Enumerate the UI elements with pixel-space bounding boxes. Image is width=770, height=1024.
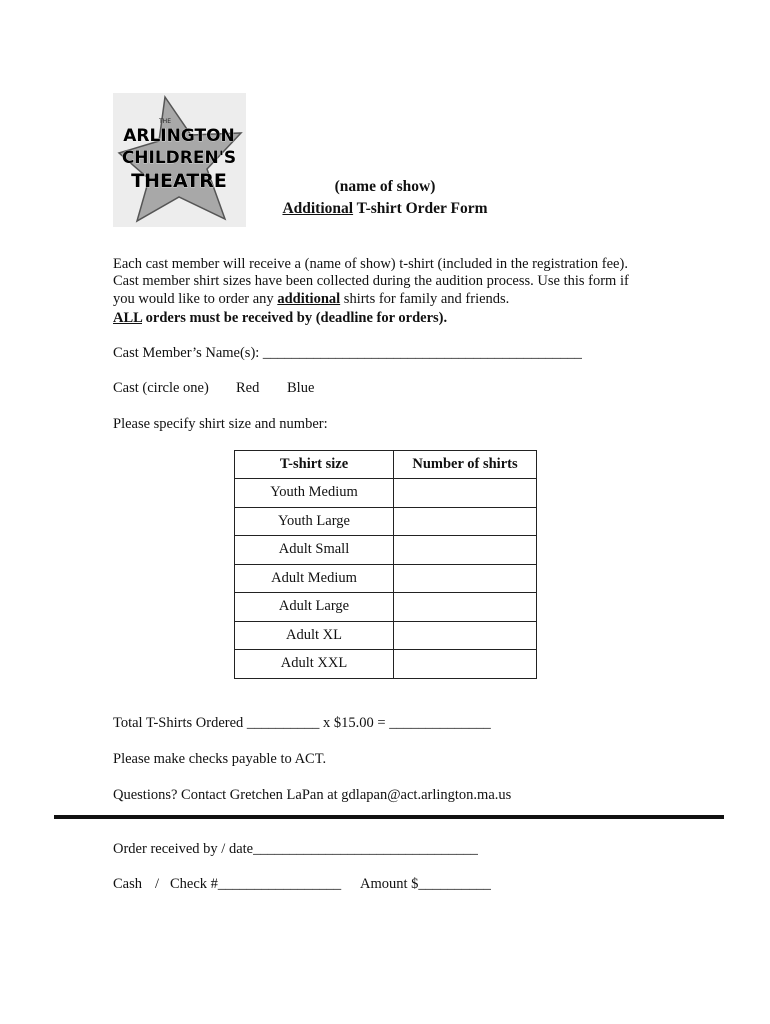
cast-option-blue[interactable]: Blue — [287, 380, 315, 396]
shirt-size-table — [234, 450, 537, 679]
size-cell: Youth Medium — [235, 479, 394, 508]
cast-option-red[interactable]: Red — [236, 380, 260, 396]
quantity-cell[interactable] — [394, 621, 537, 650]
cash-option[interactable]: Cash — [113, 876, 142, 892]
title-rest: T-shirt Order Form — [353, 200, 488, 217]
intro-line-2: Cast member shirt sizes have been collected during the audition process. Use this form if — [113, 273, 629, 289]
table-row — [235, 536, 537, 565]
svg-text:CHILDREN'S: CHILDREN'S — [121, 148, 237, 168]
intro-line-3: you would like to order any additional shirts for family and friends. — [113, 291, 510, 307]
table-row — [235, 650, 537, 679]
table-row — [235, 593, 537, 622]
size-cell: Adult Small — [235, 536, 394, 565]
title-additional: Additional — [282, 200, 354, 217]
specify-size-label: Please specify shirt size and number: — [113, 416, 328, 432]
header-number-of-shirts: Number of shirts — [394, 451, 537, 479]
table-row — [235, 621, 537, 650]
section-divider — [54, 815, 724, 819]
intro-line-1: Each cast member will receive a (name of show) t-shirt (included in the registration fee). — [113, 256, 628, 272]
quantity-cell[interactable] — [394, 650, 537, 679]
quantity-cell[interactable] — [394, 593, 537, 622]
cast-circle-label: Cast (circle one) — [113, 380, 209, 396]
order-received-field[interactable]: Order received by / date_______________________________ — [113, 841, 478, 857]
check-number-field[interactable]: Check #_________________ — [170, 876, 342, 892]
table-row — [235, 564, 537, 593]
size-cell: Adult XL — [235, 621, 394, 650]
size-cell: Adult Large — [235, 593, 394, 622]
arlington-childrens-theatre-logo — [113, 93, 246, 227]
quantity-cell[interactable] — [394, 536, 537, 565]
form-title — [230, 200, 540, 218]
table-row — [235, 479, 537, 508]
size-cell: Youth Large — [235, 507, 394, 536]
additional-emphasis: additional — [277, 291, 341, 307]
svg-text:THE: THE — [159, 118, 171, 125]
table-header-row — [235, 451, 537, 479]
deadline-notice: ALL orders must be received by (deadline for orders). — [113, 310, 448, 326]
svg-text:THEATRE: THEATRE — [131, 170, 227, 192]
svg-text:ARLINGTON: ARLINGTON — [123, 126, 235, 146]
size-cell: Adult Medium — [235, 564, 394, 593]
questions-contact: Questions? Contact Gretchen LaPan at gdlapan@act.arlington.ma.us — [113, 787, 512, 803]
header-tshirt-size: T-shirt size — [235, 451, 394, 479]
payment-separator: / — [155, 876, 160, 892]
quantity-cell[interactable] — [394, 479, 537, 508]
quantity-cell[interactable] — [394, 507, 537, 536]
amount-field[interactable]: Amount $__________ — [360, 876, 491, 892]
checks-payable-note: Please make checks payable to ACT. — [113, 751, 327, 767]
size-cell: Adult XXL — [235, 650, 394, 679]
total-tshirts-line[interactable]: Total T-Shirts Ordered __________ x $15.00 = ______________ — [113, 715, 491, 731]
table-row — [235, 507, 537, 536]
quantity-cell[interactable] — [394, 564, 537, 593]
cast-member-name-field[interactable]: Cast Member’s Name(s): ____________________________________________ — [113, 345, 582, 361]
show-name-title: (name of show) — [334, 178, 436, 195]
